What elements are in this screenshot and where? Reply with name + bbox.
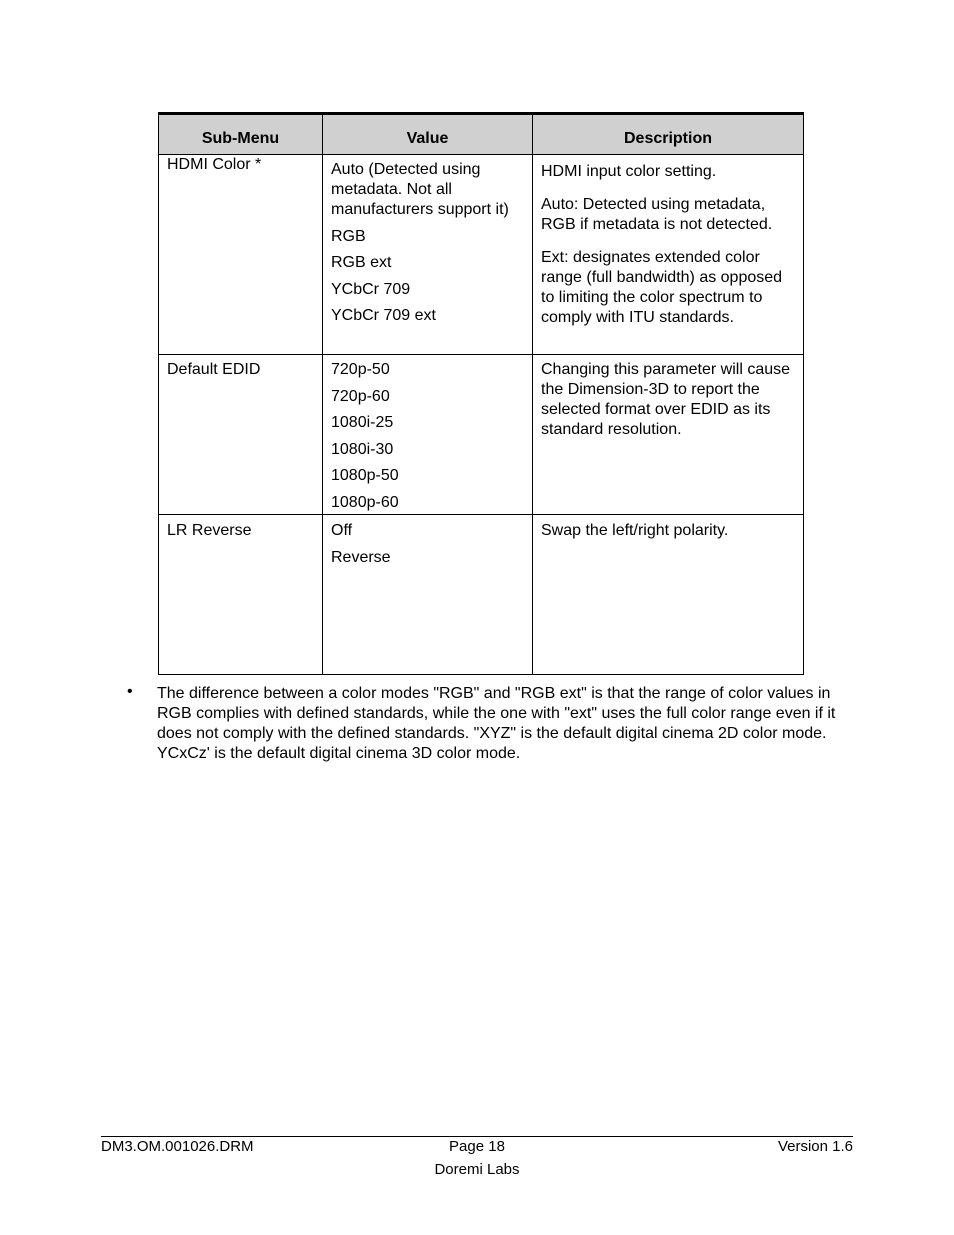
- footer-page-number: Page 18: [449, 1138, 505, 1155]
- header-submenu: Sub-Menu: [159, 114, 323, 155]
- footer-company: Doremi Labs: [434, 1161, 520, 1178]
- table-row: [159, 515, 804, 675]
- header-value: Value: [323, 114, 533, 155]
- description-paragraph: Auto: Detected using metadata, RGB if metadata is not detected.: [541, 196, 773, 233]
- footer-version: Version 1.6: [777, 1138, 853, 1155]
- description-paragraph: HDMI input color setting.: [541, 163, 717, 180]
- value-option: 720p-50: [331, 361, 390, 378]
- description-paragraph: Swap the left/right polarity.: [541, 522, 729, 539]
- value-option: Off: [331, 522, 353, 539]
- table-row: [159, 155, 804, 355]
- value-option: 1080i-25: [331, 414, 394, 431]
- submenu-cell: [159, 515, 323, 675]
- description-cell: [533, 515, 804, 675]
- value-cell: [323, 155, 533, 355]
- description-paragraph: Changing this parameter will cause the Dimension-3D to report the selected format over EDID as its standard resolution.: [541, 361, 791, 438]
- value-option: RGB: [331, 227, 366, 245]
- submenu-label: LR Reverse: [167, 522, 252, 539]
- value-option: YCbCr 709: [331, 280, 411, 298]
- submenu-table: [158, 112, 804, 675]
- header-description: Description: [533, 114, 804, 155]
- submenu-cell: [159, 355, 323, 515]
- description-paragraph: Ext: designates extended color range (full bandwidth) as opposed to limiting the color spectrum to comply with ITU standards.: [541, 249, 783, 326]
- description-cell: [533, 155, 804, 355]
- value-option: Reverse: [331, 548, 391, 566]
- value-option: 720p-60: [331, 387, 390, 405]
- submenu-cell: [159, 155, 323, 355]
- value-cell: [323, 515, 533, 675]
- description-cell: [533, 355, 804, 515]
- footer-doc-id: DM3.OM.001026.DRM: [101, 1138, 254, 1155]
- value-option: Auto (Detected using metadata. Not all manufacturers support it): [331, 161, 509, 218]
- footer-rule: [101, 1136, 853, 1137]
- note-paragraph: The difference between a color modes "RGB" and "RGB ext" is that the range of color values in RGB complies with defined standards, while the one with "ext" uses the full color range even if it does not comply with the defined standards. "XYZ" is the default digital cinema 2D color mode. YCxCz' is the default digital cinema 3D color mode.: [157, 685, 836, 762]
- bullet-marker: •: [127, 683, 133, 700]
- table-row: [159, 355, 804, 515]
- submenu-label: Default EDID: [167, 361, 261, 378]
- value-option: 1080p-60: [331, 493, 399, 511]
- value-option: RGB ext: [331, 254, 392, 271]
- value-cell: [323, 355, 533, 515]
- submenu-label: HDMI Color *: [167, 156, 262, 173]
- value-option: 1080p-50: [331, 467, 399, 484]
- value-option: YCbCr 709 ext: [331, 307, 436, 324]
- value-option: 1080i-30: [331, 440, 394, 458]
- table-header-row: [159, 114, 804, 155]
